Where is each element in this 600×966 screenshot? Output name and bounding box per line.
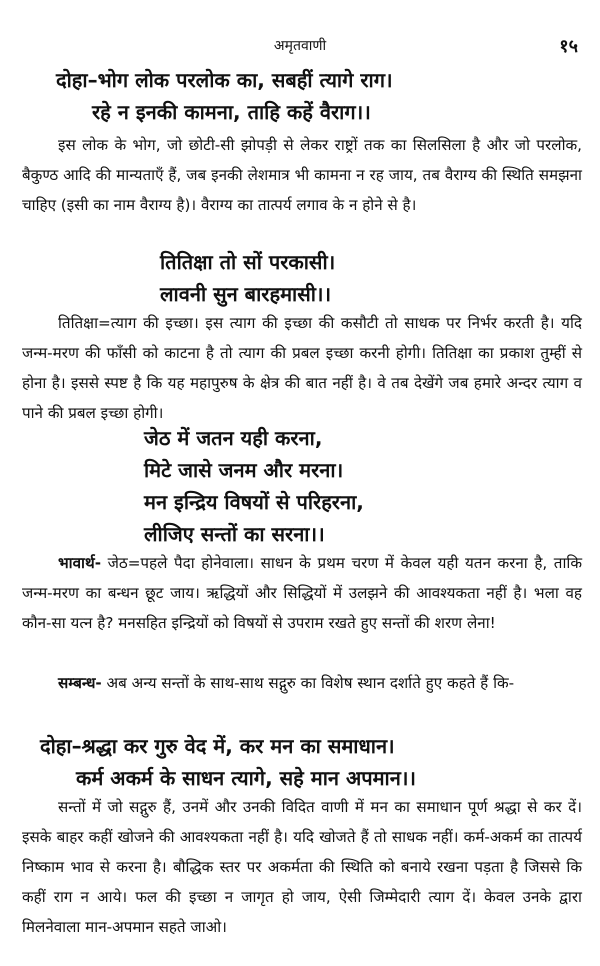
page-number: १५ [559,36,578,57]
paragraph-2: तितिक्षा=त्याग की इच्छा। इस त्याग की इच्छा की कसौटी तो साधक पर निर्भर करती है। यदि जन्म-मरण की फाँसी को काटना है तो त्याग की प्रबल इच्छा करनी होगी। तितिक्षा का प्रकाश तुम्हीं से होना है। इससे स्पष्ट है कि यह महापुरुष के क्षेत्र की बात नहीं है। वे तब देखेंगे जब हमारे अन्दर त्याग व पाने की प्रबल इच्छा होगी। [22,314,582,422]
paragraph-5: सन्तों में जो सद्गुरु हैं, उनमें और उनकी विदित वाणी में मन का समाधान पूर्ण श्रद्धा से कर दें। इसके बाहर कहीं खोजने की आवश्यकता नहीं है। यदि खोजते हैं तो साधक नहीं। कर्म-अकर्म का तात्पर्य निष्काम भाव से करना है। बौद्धिक स्तर पर अकर्मता की स्थिति को बनाये रखना पड़ता है जिससे कि कहीं राग न आये। फल की इच्छा न जागृत हो जाय, ऐसी जिम्मेदारी त्याग दें। केवल उनके द्वारा मिलनेवाला मान-अपमान सहते जाओ। [22,798,582,936]
verse-3-line-3: मन इन्द्रिय विषयों से परिहरना, [144,490,364,514]
page-header [0,34,600,58]
verse-2 [160,246,582,310]
bhavarth-label: भावार्थ- [58,554,101,572]
bhavarth-text: जेठ=पहले पैदा होनेवाला। साधन के प्रथम चरण में केवल यही यतन करना है, ताकि जन्म-मरण का बन्धन छूट जाय। ऋद्धियों और सिद्धियों में उलझने की आवश्यकता नहीं है। भला वह कौन-सा यत्न है? मनसहित इन्द्रियों को विषयों से उपराम रखते हुए सन्तों की शरण लेना! [22,554,582,632]
doha-1-line-1: दोहा–भोग लोक परलोक का, सबहीं त्यागे राग। [56,68,393,92]
paragraph-1: इस लोक के भोग, जो छोटी-सी झोपड़ी से लेकर राष्ट्रों तक का सिलसिला है और जो परलोक, बैकुण्ठ आदि की मान्यताएँ हैं, जब इनकी लेशमात्र भी कामना न रह जाय, तब वैराग्य की स्थिति समझना चाहिए (इसी का नाम वैराग्य है)। वैराग्य का तात्पर्य लगाव के न होने से है। [22,136,582,214]
verse-3-line-1: जेठ में जतन यही करना, [144,426,323,450]
running-title: अमृतवाणी [273,38,327,54]
verse-3 [144,422,582,550]
doha-2-line-2: कर्म अकर्म के साधन त्यागे, सहे मान अपमान।। [76,766,416,790]
verse-2-line-2: लावनी सुन बारहमासी।। [160,282,332,306]
sambandh-text: अब अन्य सन्तों के साथ-साथ सद्गुरु का विशेष स्थान दर्शाते हुए कहते हैं कि- [101,674,515,692]
paragraph-3 [22,548,582,638]
sambandh-label: सम्बन्ध- [58,674,102,692]
verse-2-line-1: तितिक्षा तो सों परकासी। [160,250,336,274]
doha-2-line-1: दोहा–श्रद्धा कर गुरु वेद में, कर मन का समाधान। [40,734,395,758]
doha-2 [40,730,582,794]
doha-1-line-2: रहे न इनकी कामना, ताहि कहें वैराग।। [92,100,371,124]
verse-3-line-4: लीजिए सन्तों का सरना।। [144,522,325,546]
paragraph-4 [22,668,582,698]
doha-1 [56,64,582,128]
verse-3-line-2: मिटे जासे जनम और मरना। [144,458,344,482]
